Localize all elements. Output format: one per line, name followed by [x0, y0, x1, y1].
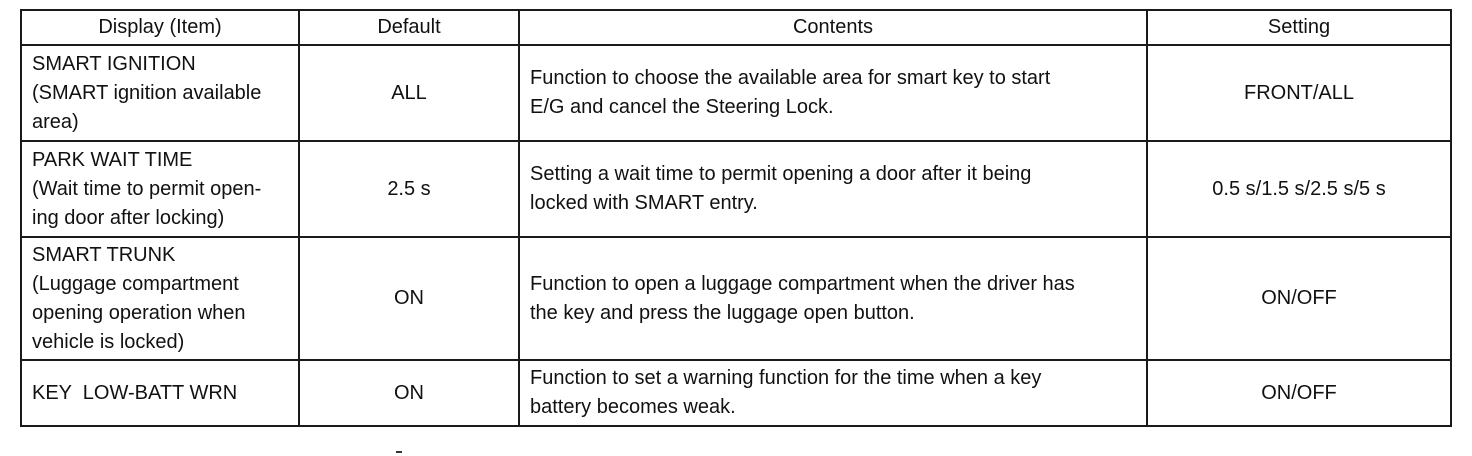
- item-line: SMART TRUNK: [32, 243, 176, 266]
- item-cell: [21, 360, 299, 426]
- item-line: (Luggage compartment: [32, 272, 239, 295]
- contents-line: locked with SMART entry.: [530, 192, 758, 214]
- contents-cell: [519, 45, 1147, 141]
- contents-line: E/G and cancel the Steering Lock.: [530, 96, 834, 118]
- contents-cell: [519, 141, 1147, 237]
- table-header-row: [21, 10, 1451, 45]
- item-line: SMART IGNITION: [32, 52, 196, 75]
- table-row: [21, 360, 1451, 426]
- header-contents: Contents: [519, 10, 1147, 45]
- setting-cell: ON/OFF: [1147, 360, 1451, 426]
- stray-scan-mark: [396, 451, 402, 453]
- item-line: area): [32, 110, 79, 133]
- contents-line: the key and press the luggage open button.: [530, 301, 915, 324]
- item-line: (SMART ignition available: [32, 81, 262, 104]
- item-cell: [21, 141, 299, 237]
- contents-line: Function to set a warning function for the time when a key: [530, 367, 1042, 389]
- item-cell: [21, 237, 299, 360]
- default-cell: ON: [299, 360, 519, 426]
- item-line: opening operation when: [32, 301, 246, 324]
- header-setting: Setting: [1147, 10, 1451, 45]
- contents-line: Function to choose the available area for smart key to start: [530, 67, 1051, 89]
- item-line: vehicle is locked): [32, 330, 185, 353]
- contents-line: battery becomes weak.: [530, 396, 736, 418]
- contents-line: Setting a wait time to permit opening a door after it being: [530, 163, 1032, 185]
- item-cell: [21, 45, 299, 141]
- item-line: (Wait time to permit open-: [32, 177, 262, 200]
- default-cell: ALL: [299, 45, 519, 141]
- setting-cell: ON/OFF: [1147, 237, 1451, 360]
- contents-cell: [519, 360, 1147, 426]
- contents-line: Function to open a luggage compartment when the driver has: [530, 272, 1075, 295]
- item-line: KEY LOW-BATT WRN: [32, 381, 238, 404]
- table-row: [21, 45, 1451, 141]
- default-cell: 2.5 s: [299, 141, 519, 237]
- item-line: ing door after locking): [32, 206, 225, 229]
- settings-table: [20, 9, 1452, 427]
- setting-cell: 0.5 s/1.5 s/2.5 s/5 s: [1147, 141, 1451, 237]
- table-row: [21, 141, 1451, 237]
- setting-cell: FRONT/ALL: [1147, 45, 1451, 141]
- table-row: [21, 237, 1451, 360]
- item-line: PARK WAIT TIME: [32, 148, 193, 171]
- header-display-item: Display (Item): [21, 10, 299, 45]
- header-default: Default: [299, 10, 519, 45]
- contents-cell: [519, 237, 1147, 360]
- default-cell: ON: [299, 237, 519, 360]
